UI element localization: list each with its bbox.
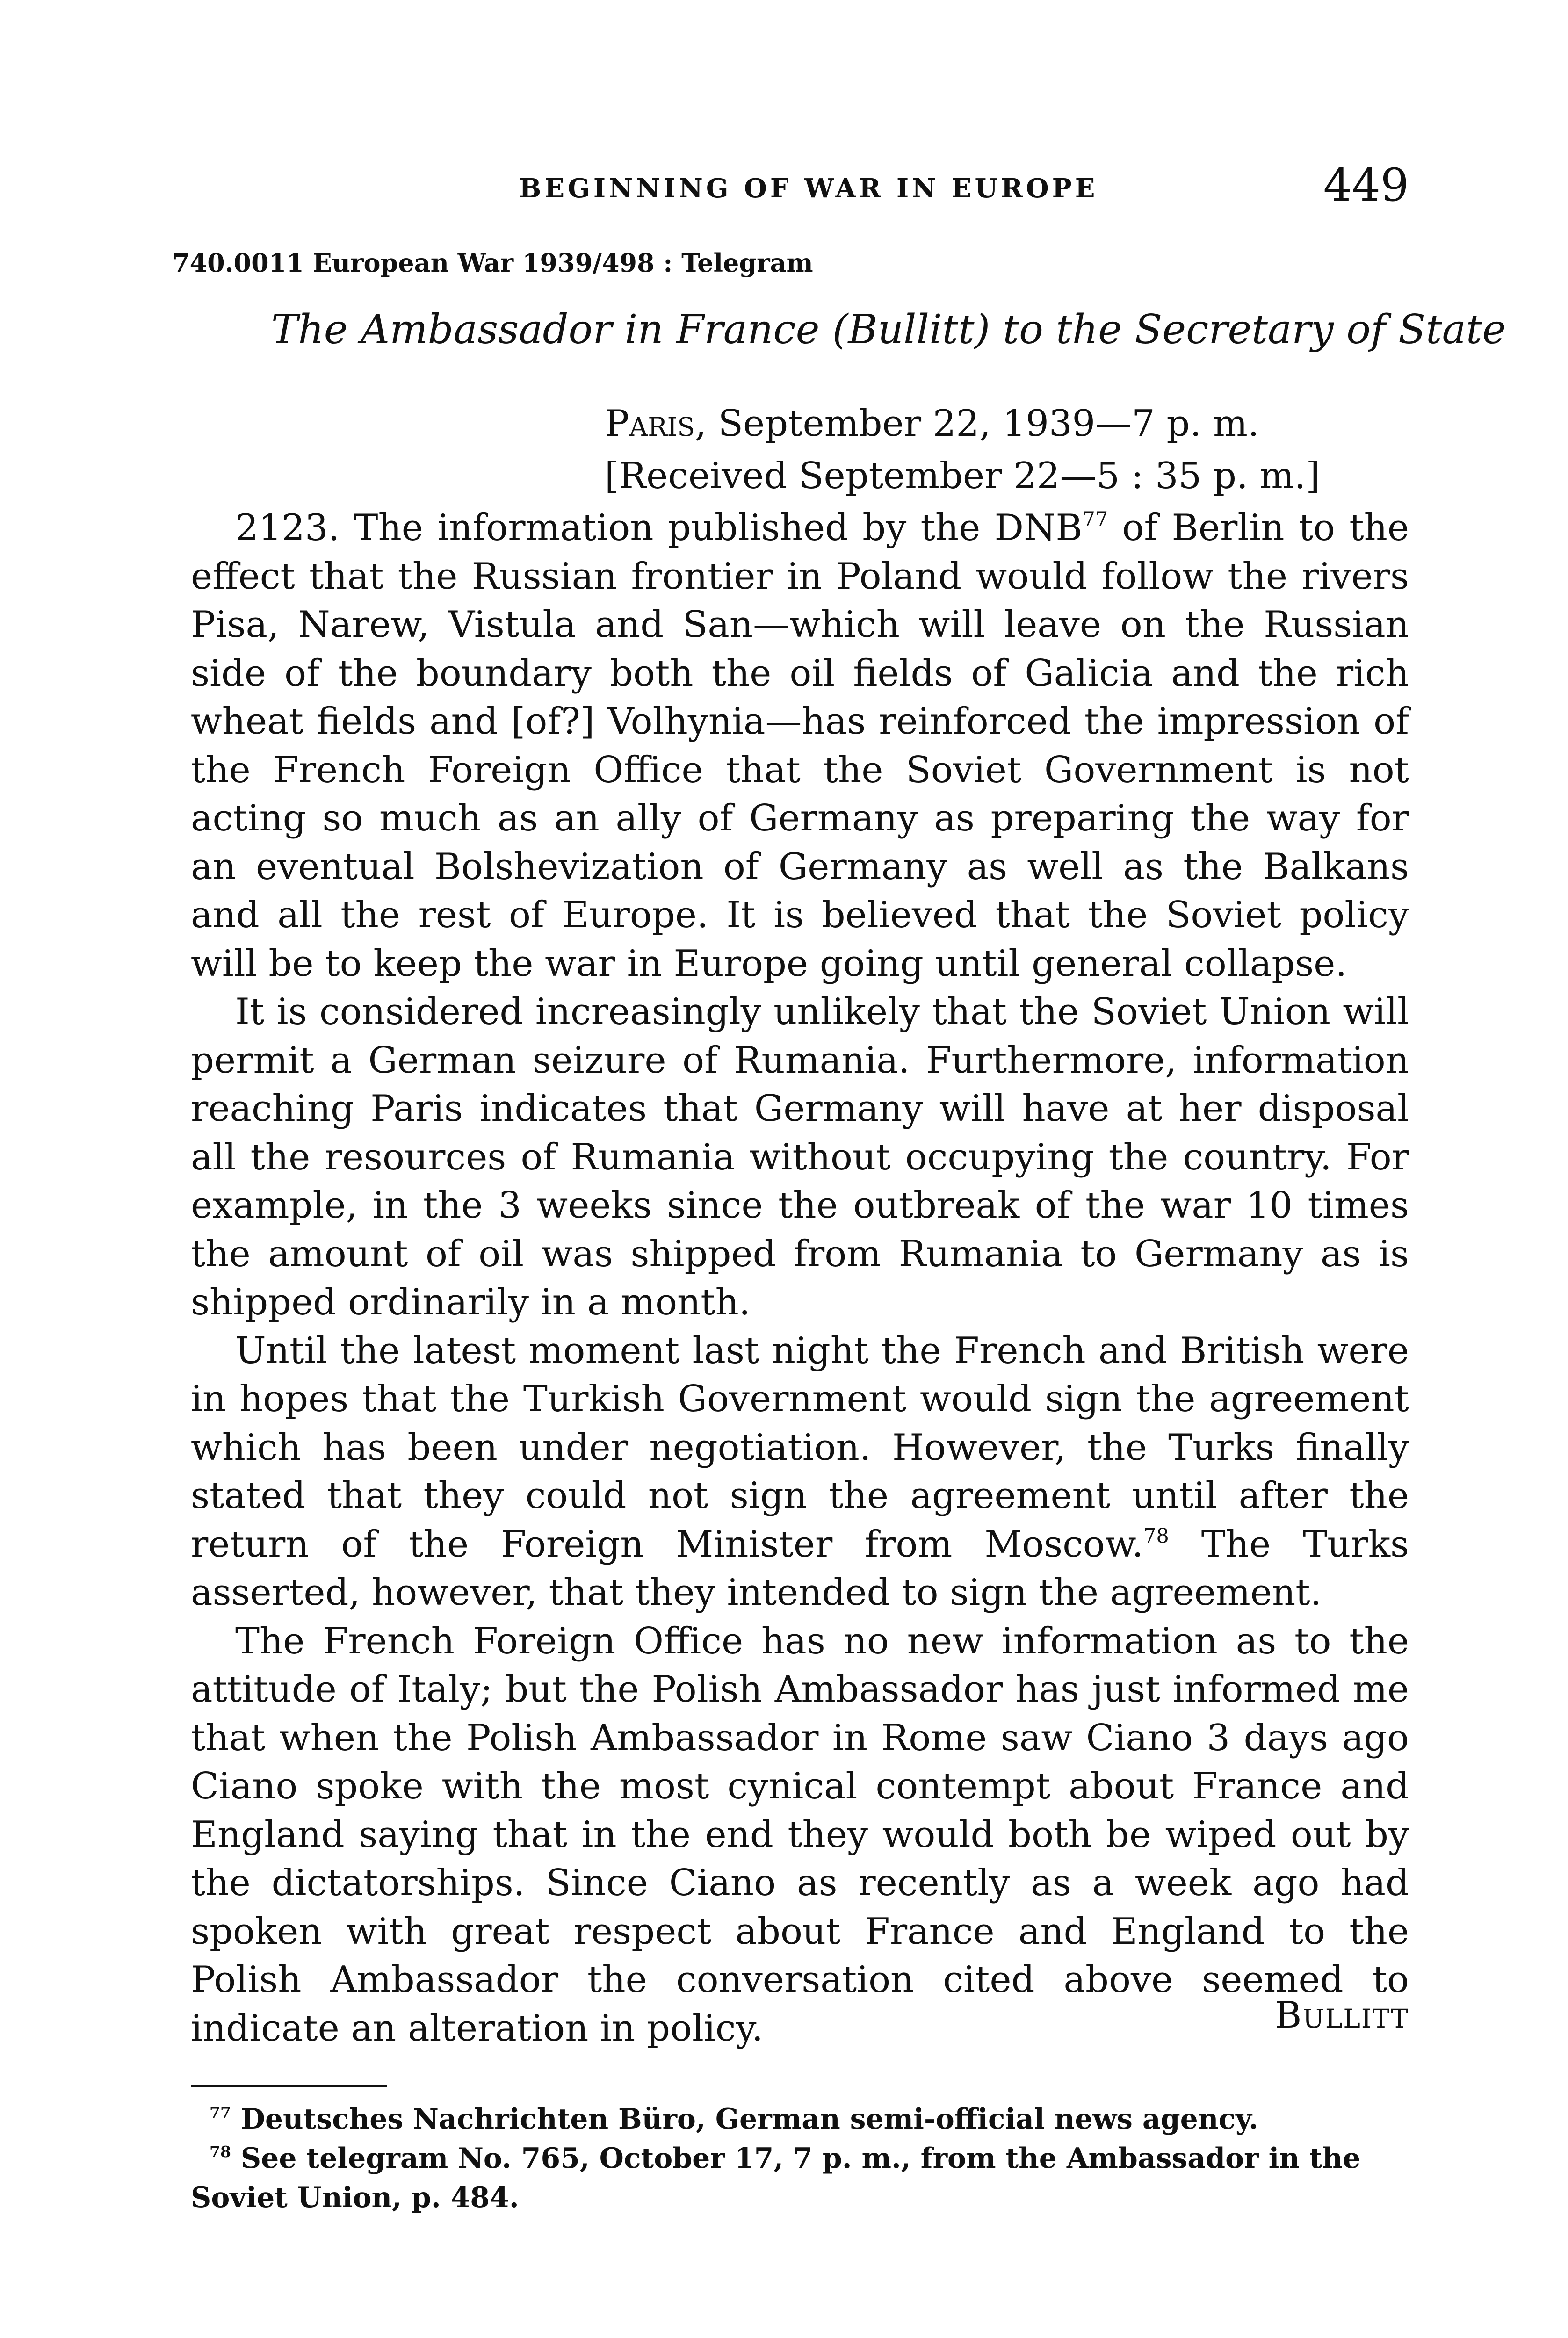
footnote-text: Deutsches Nachrichten Büro, German semi-official news agency. <box>240 2103 1258 2136</box>
document-title: The Ambassador in France (Bullitt) to the Secretary of State <box>271 306 1506 353</box>
footnote-text: See telegram No. 765, October 17, 7 p. m., from the Ambassador in the Soviet Union, p. 484. <box>191 2142 1361 2214</box>
telegram-body <box>191 504 1409 2053</box>
footnotes <box>191 2100 1409 2217</box>
body-paragraph: 2123. The information published by the DNB$^{77}$ of Berlin to the effect that the Russian frontier in Poland would follow the rivers Pisa, Narew, Vistula and San—which will leave on the Russian side of the boundary both the oil fields of Galicia and the rich wheat fields and [of?] Volhynia—has reinforced the impression of the French Foreign Office that the Soviet Government is not acting so much as an ally of Germany as preparing the way for an eventual Bolshevization of Germany as well as the Balkans and all the rest of Europe. It is believed that the Soviet policy will be to keep the war in Europe going until general collapse. <box>191 507 1409 985</box>
page-number: 449 <box>1323 159 1409 211</box>
dateline-received: [Received September 22—5 : 35 p. m.] <box>605 455 1320 497</box>
body-paragraph: Until the latest moment last night the French and British were in hopes that the Turkish Government would sign the agreement which has been under negotiation. However, the Turks finally stated that they could not sign the agreement until after the return of the Foreign Minister from Moscow.$^{78}$ The Turks asserted, however, that they intended to sign the agreement. <box>191 1329 1409 1614</box>
dateline-place: Paris, <box>605 403 707 445</box>
dateline-sent <box>605 397 1409 450</box>
file-number: 740.0011 European War 1939/498 : Telegram <box>172 248 813 278</box>
footnote-number: 78 <box>210 2142 231 2161</box>
dateline <box>605 397 1409 502</box>
footnote-number: 77 <box>210 2103 231 2122</box>
footnote-ref[interactable]: 77 <box>1082 507 1108 531</box>
body-paragraph: It is considered increasingly unlikely that the Soviet Union will permit a German seizure of Rumania. Furthermore, information reaching Paris indicates that Germany will have at her disposal all the resources of Rumania without occupying the country. For example, in the 3 weeks since the outbreak of the war 10 times the amount of oil was shipped from Rumania to Germany as is shipped ordinarily in a month. <box>191 991 1409 1323</box>
dateline-sent-time: September 22, 1939—7 p. m. <box>718 403 1259 445</box>
footnote <box>191 2139 1409 2217</box>
footnote-ref[interactable]: 78 <box>1143 1524 1169 1548</box>
footnote-divider <box>191 2085 387 2087</box>
body-paragraph: The French Foreign Office has no new information as to the attitude of Italy; but the Polish Ambassador has just informed me that when the Polish Ambassador in Rome saw Ciano 3 days ago Ciano spoke with the most cynical contempt about France and England saying that in the end they would both be wiped out by the dictatorships. Since Ciano as recently as a week ago had spoken with great respect about France and England to the Polish Ambassador the conversation cited above seemed to indicate an alteration in policy. <box>191 1620 1409 2049</box>
running-head: BEGINNING OF WAR IN EUROPE <box>519 173 1098 204</box>
footnote <box>191 2100 1409 2139</box>
signature: Bullitt <box>1275 1994 1409 2036</box>
